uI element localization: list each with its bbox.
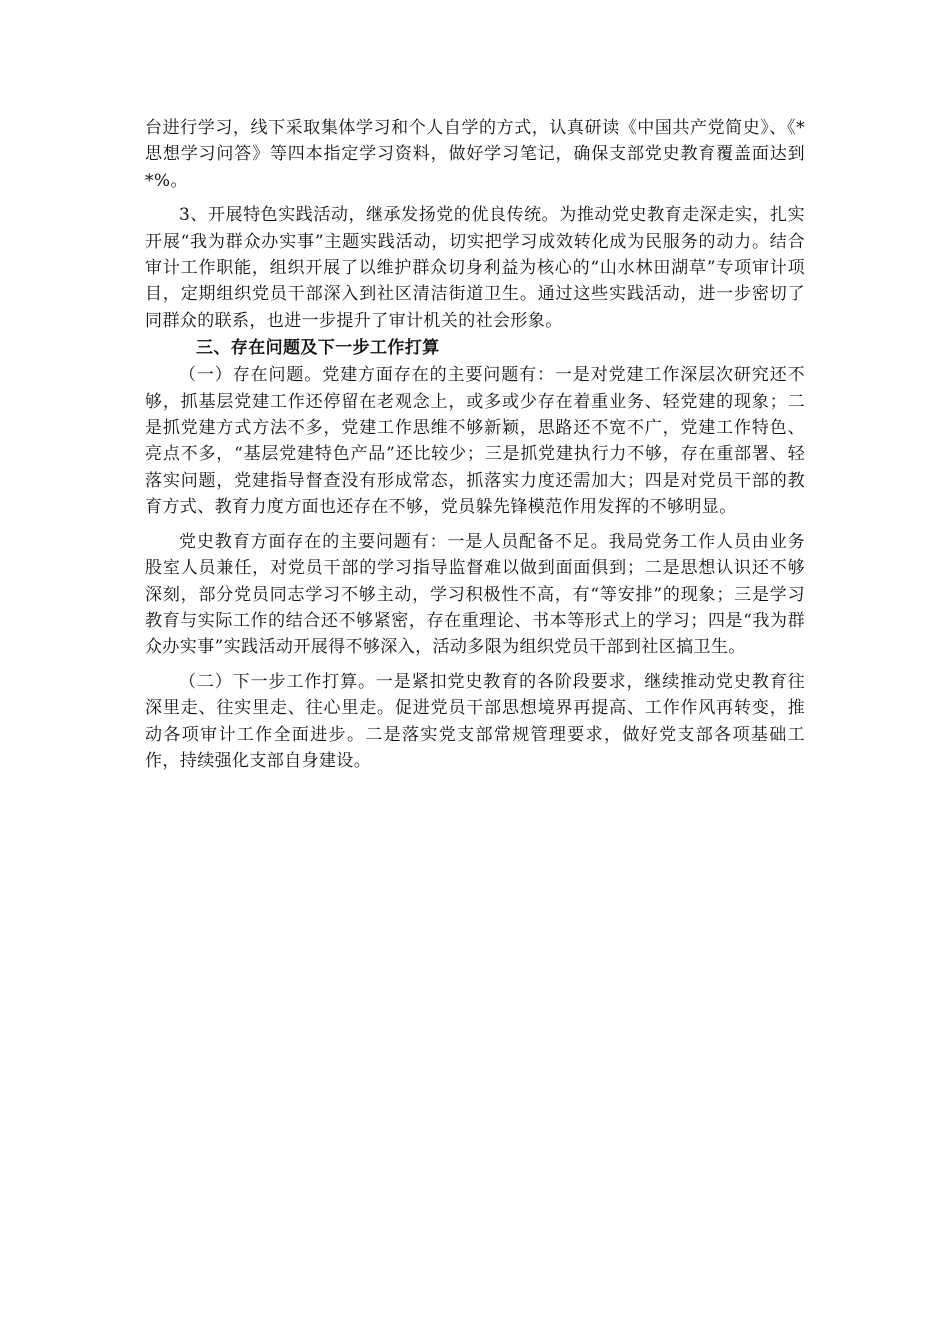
paragraph-next-steps: （二）下一步工作打算。一是紧扣党史教育的各阶段要求，继续推动党史教育往深里走、往实里走、往心里走。促进党员干部思想境界再提高、工作作风再转变，推动各项审计工作全面进步。二是落实党支部常规管理要求，做好党支部各项基础工作，持续强化支部自身建设。 — [145, 671, 805, 771]
paragraph-party-history-problems: 党史教育方面存在的主要问题有：一是人员配备不足。我局党务工作人员由业务股室人员兼任，对党员干部的学习指导监督难以做到面面俱到；二是思想认识还不够深刻，部分党员同志学习不够主动，学习积极性不高，有“等安排”的现象；三是学习教育与实际工作的结合还不够紧密，存在重理论、书本等形式上的学习；四是“我为群众办实事”实践活动开展得不够深入，活动多限为组织党员干部到社区搞卫生。 — [145, 531, 805, 658]
paragraph-practice-activities: 3、开展特色实践活动，继承发扬党的优良传统。为推动党史教育走深走实，扎实开展“我为群众办实事”主题实践活动，切实把学习成效转化成为民服务的动力。结合审计工作职能，组织开展了以维护群众切身利益为核心的“山水林田湖草”专项审计项目，定期组织党员干部深入到社区清洁街道卫生。通过这些实践活动，进一步密切了同群众的联系，也进一步提升了审计机关的社会形象。 — [145, 205, 805, 331]
section-heading-problems-and-plans: 三、存在问题及下一步工作打算 — [196, 338, 440, 359]
paragraph-existing-problems: （一）存在问题。党建方面存在的主要问题有：一是对党建工作深层次研究还不够，抓基层党建工作还停留在老观念上，或多或少存在着重业务、轻党建的现象；二是抓党建方式方法不多，党建工作思维不够新颖，思路还不宽不广，党建工作特色、亮点不多，“基层党建特色产品”还比较少；三是抓党建执行力不够，存在重部署、轻落实问题，党建指导督查没有形成常态，抓落实力度还需加大；四是对党员干部的教育方式、教育力度方面也还存在不够，党员躲先锋模范作用发挥的不够明显。 — [145, 365, 805, 518]
document-body — [145, 115, 805, 774]
paragraph-study-materials: 台进行学习，线下采取集体学习和个人自学的方式，认真研读《中国共产党简史》、《*思想学习问答》等四本指定学习资料，做好学习笔记，确保支部党史教育覆盖面达到*%。 — [145, 118, 805, 191]
